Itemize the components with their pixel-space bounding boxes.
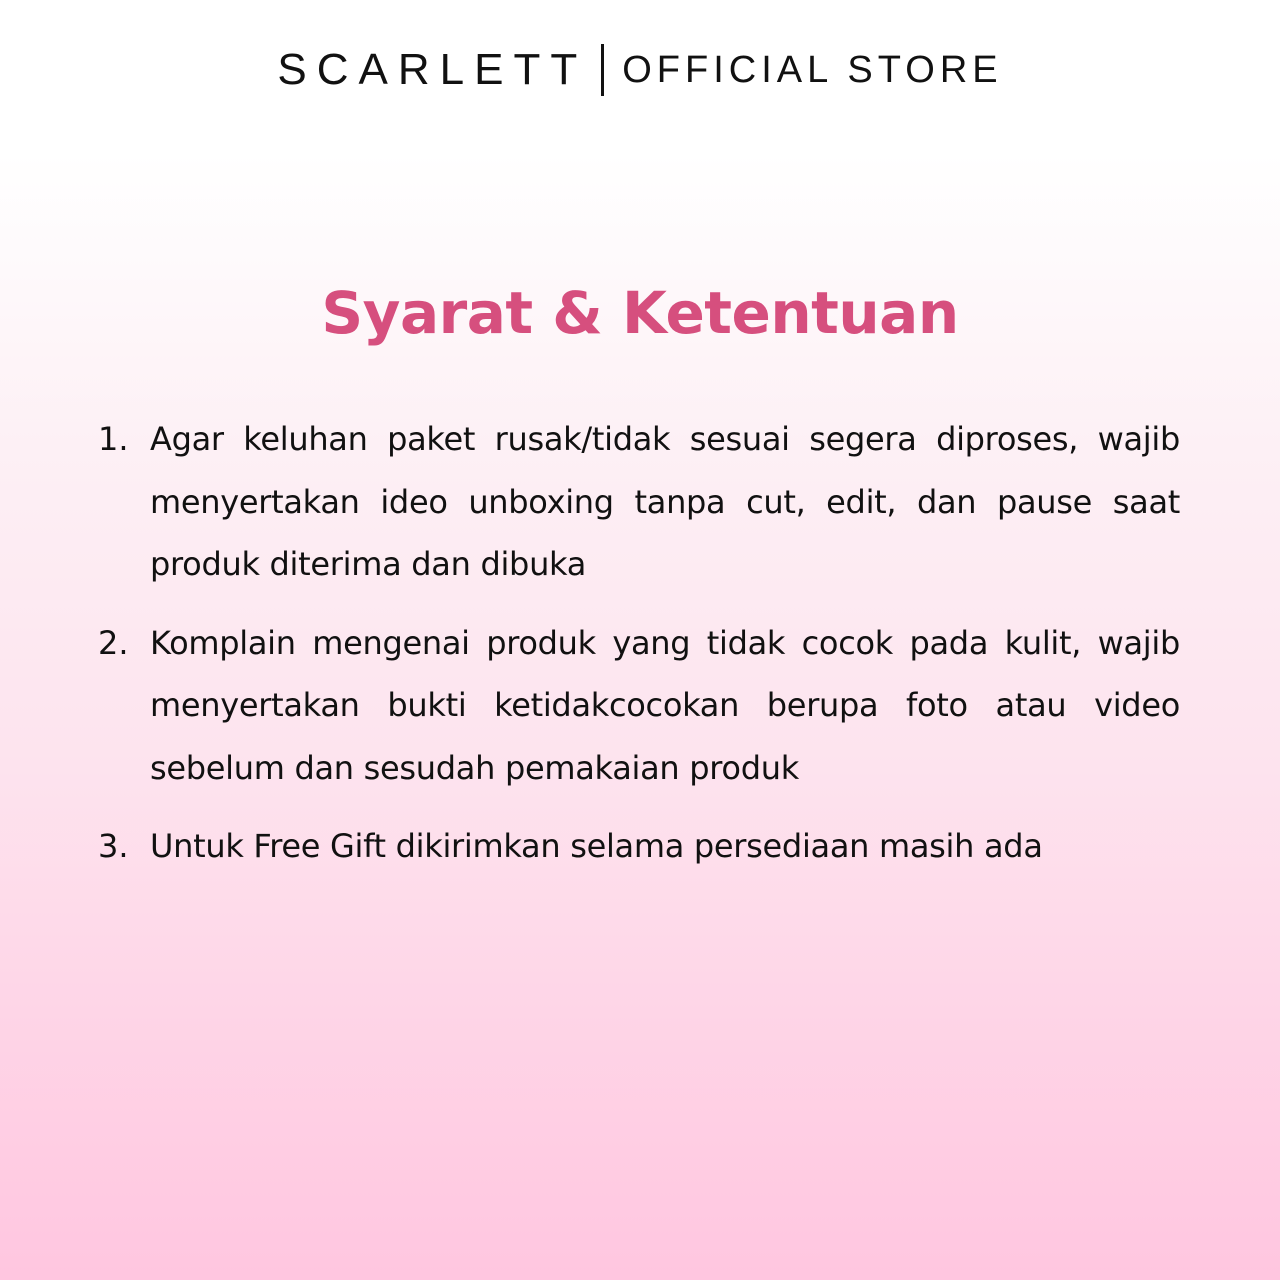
term-item [98, 815, 1180, 878]
term-text: Agar keluhan paket rusak/tidak sesuai segera diproses, wajib menyertakan ideo unboxing tanpa cut, edit, dan pause saat produk diterima dan dibuka [150, 420, 1180, 583]
term-number: 3. [98, 827, 129, 865]
page-title: Syarat & Ketentuan [321, 278, 959, 347]
term-text: Komplain mengenai produk yang tidak cocok pada kulit, wajib menyertakan bukti ketidakcocokan berupa foto atau video sebelum dan sesudah pemakaian produk [150, 623, 1180, 787]
term-item [98, 408, 1180, 596]
term-text: Untuk Free Gift dikirimkan selama persediaan masih ada [150, 827, 1043, 865]
terms-list [98, 408, 1180, 894]
brand-logo-text: SCARLETT [277, 45, 588, 94]
header-divider [601, 44, 604, 96]
store-label: OFFICIAL STORE [622, 49, 1003, 91]
term-number: 1. [98, 420, 129, 458]
term-number: 2. [98, 623, 129, 662]
store-header [0, 44, 1280, 96]
term-item [98, 612, 1180, 800]
